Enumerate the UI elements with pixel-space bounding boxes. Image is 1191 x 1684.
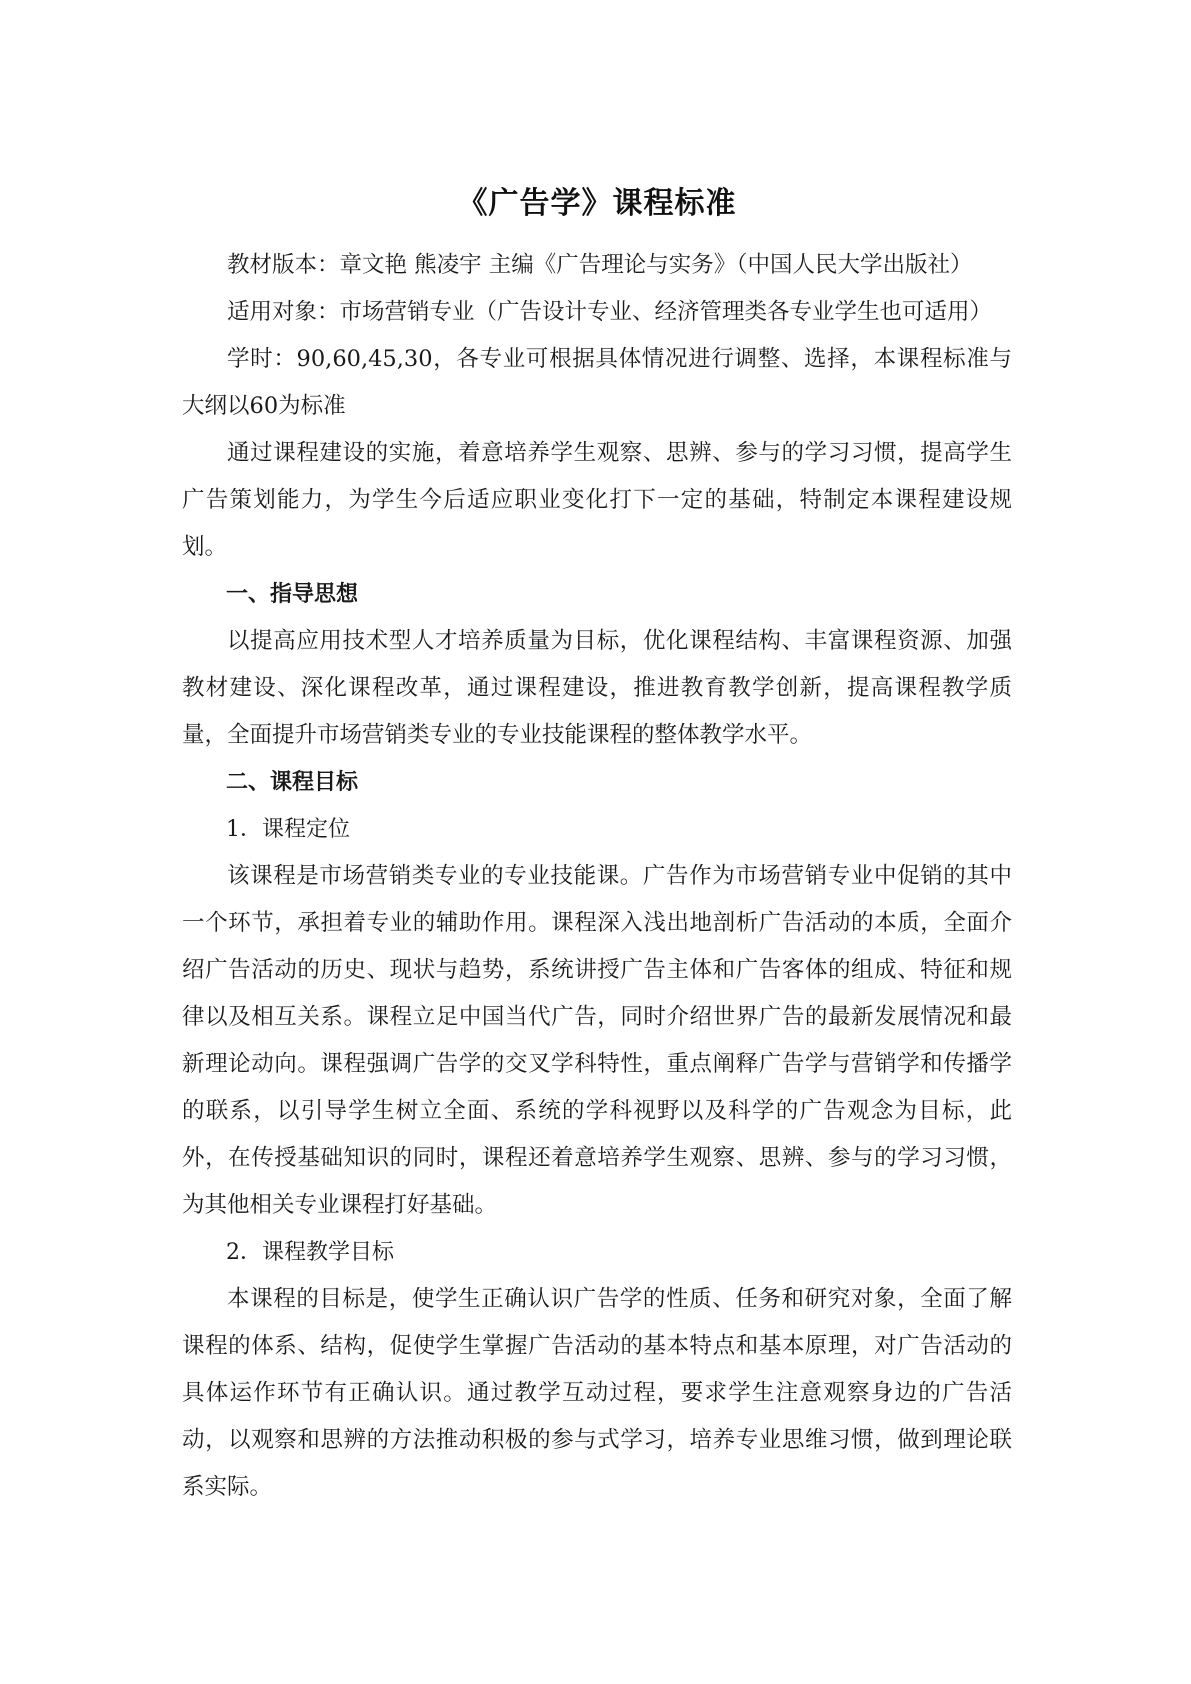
section-heading-course-objectives: 二、课程目标 [226, 770, 359, 795]
guiding-ideology-paragraph: 以提高应用技术型人才培养质量为目标，优化课程结构、丰富课程资源、加强教材建设、深化课程改革，通过课程建设，推进教育教学创新，提高课程教学质量，全面提升市场营销类专业的专业技能课程的整体教学水平。 [182, 628, 1012, 748]
hours-info: 学时：90,60,45,30，各专业可根据具体情况进行调整、选择，本课程标准与大纲以60为标准 [182, 346, 1012, 419]
document-content [182, 180, 1012, 1511]
subsection-heading-teaching-objectives: 2．课程教学目标 [226, 1240, 394, 1265]
audience-info: 适用对象：市场营销专业（广告设计专业、经济管理类各专业学生也可适用） [227, 299, 993, 325]
section-heading-guiding-ideology: 一、指导思想 [226, 582, 359, 607]
subsection-heading-course-positioning: 1．课程定位 [226, 817, 350, 842]
intro-paragraph: 通过课程建设的实施，着意培养学生观察、思辨、参与的学习习惯，提高学生广告策划能力，为学生今后适应职业变化打下一定的基础，特制定本课程建设规划。 [182, 440, 1012, 560]
course-positioning-paragraph: 该课程是市场营销类专业的专业技能课。广告作为市场营销专业中促销的其中一个环节，承担着专业的辅助作用。课程深入浅出地剖析广告活动的本质，全面介绍广告活动的历史、现状与趋势，系统讲授广告主体和广告客体的组成、特征和规律以及相互关系。课程立足中国当代广告，同时介绍世界广告的最新发展情况和最新理论动向。课程强调广告学的交叉学科特性，重点阐释广告学与营销学和传播学的联系，以引导学生树立全面、系统的学科视野以及科学的广告观念为目标，此外，在传授基础知识的同时，课程还着意培养学生观察、思辨、参与的学习习惯，为其他相关专业课程打好基础。 [182, 863, 1012, 1218]
document-title: 《广告学》课程标准 [457, 186, 737, 221]
teaching-objectives-paragraph: 本课程的目标是，使学生正确认识广告学的性质、任务和研究对象，全面了解课程的体系、结构，促使学生掌握广告活动的基本特点和基本原理，对广告活动的具体运作环节有正确认识。通过教学互动过程，要求学生注意观察身边的广告活动，以观察和思辨的方法推动积极的参与式学习，培养专业思维习惯，做到理论联系实际。 [182, 1286, 1012, 1500]
textbook-info: 教材版本：章文艳 熊凌宇 主编《广告理论与实务》（中国人民大学出版社） [227, 252, 973, 278]
